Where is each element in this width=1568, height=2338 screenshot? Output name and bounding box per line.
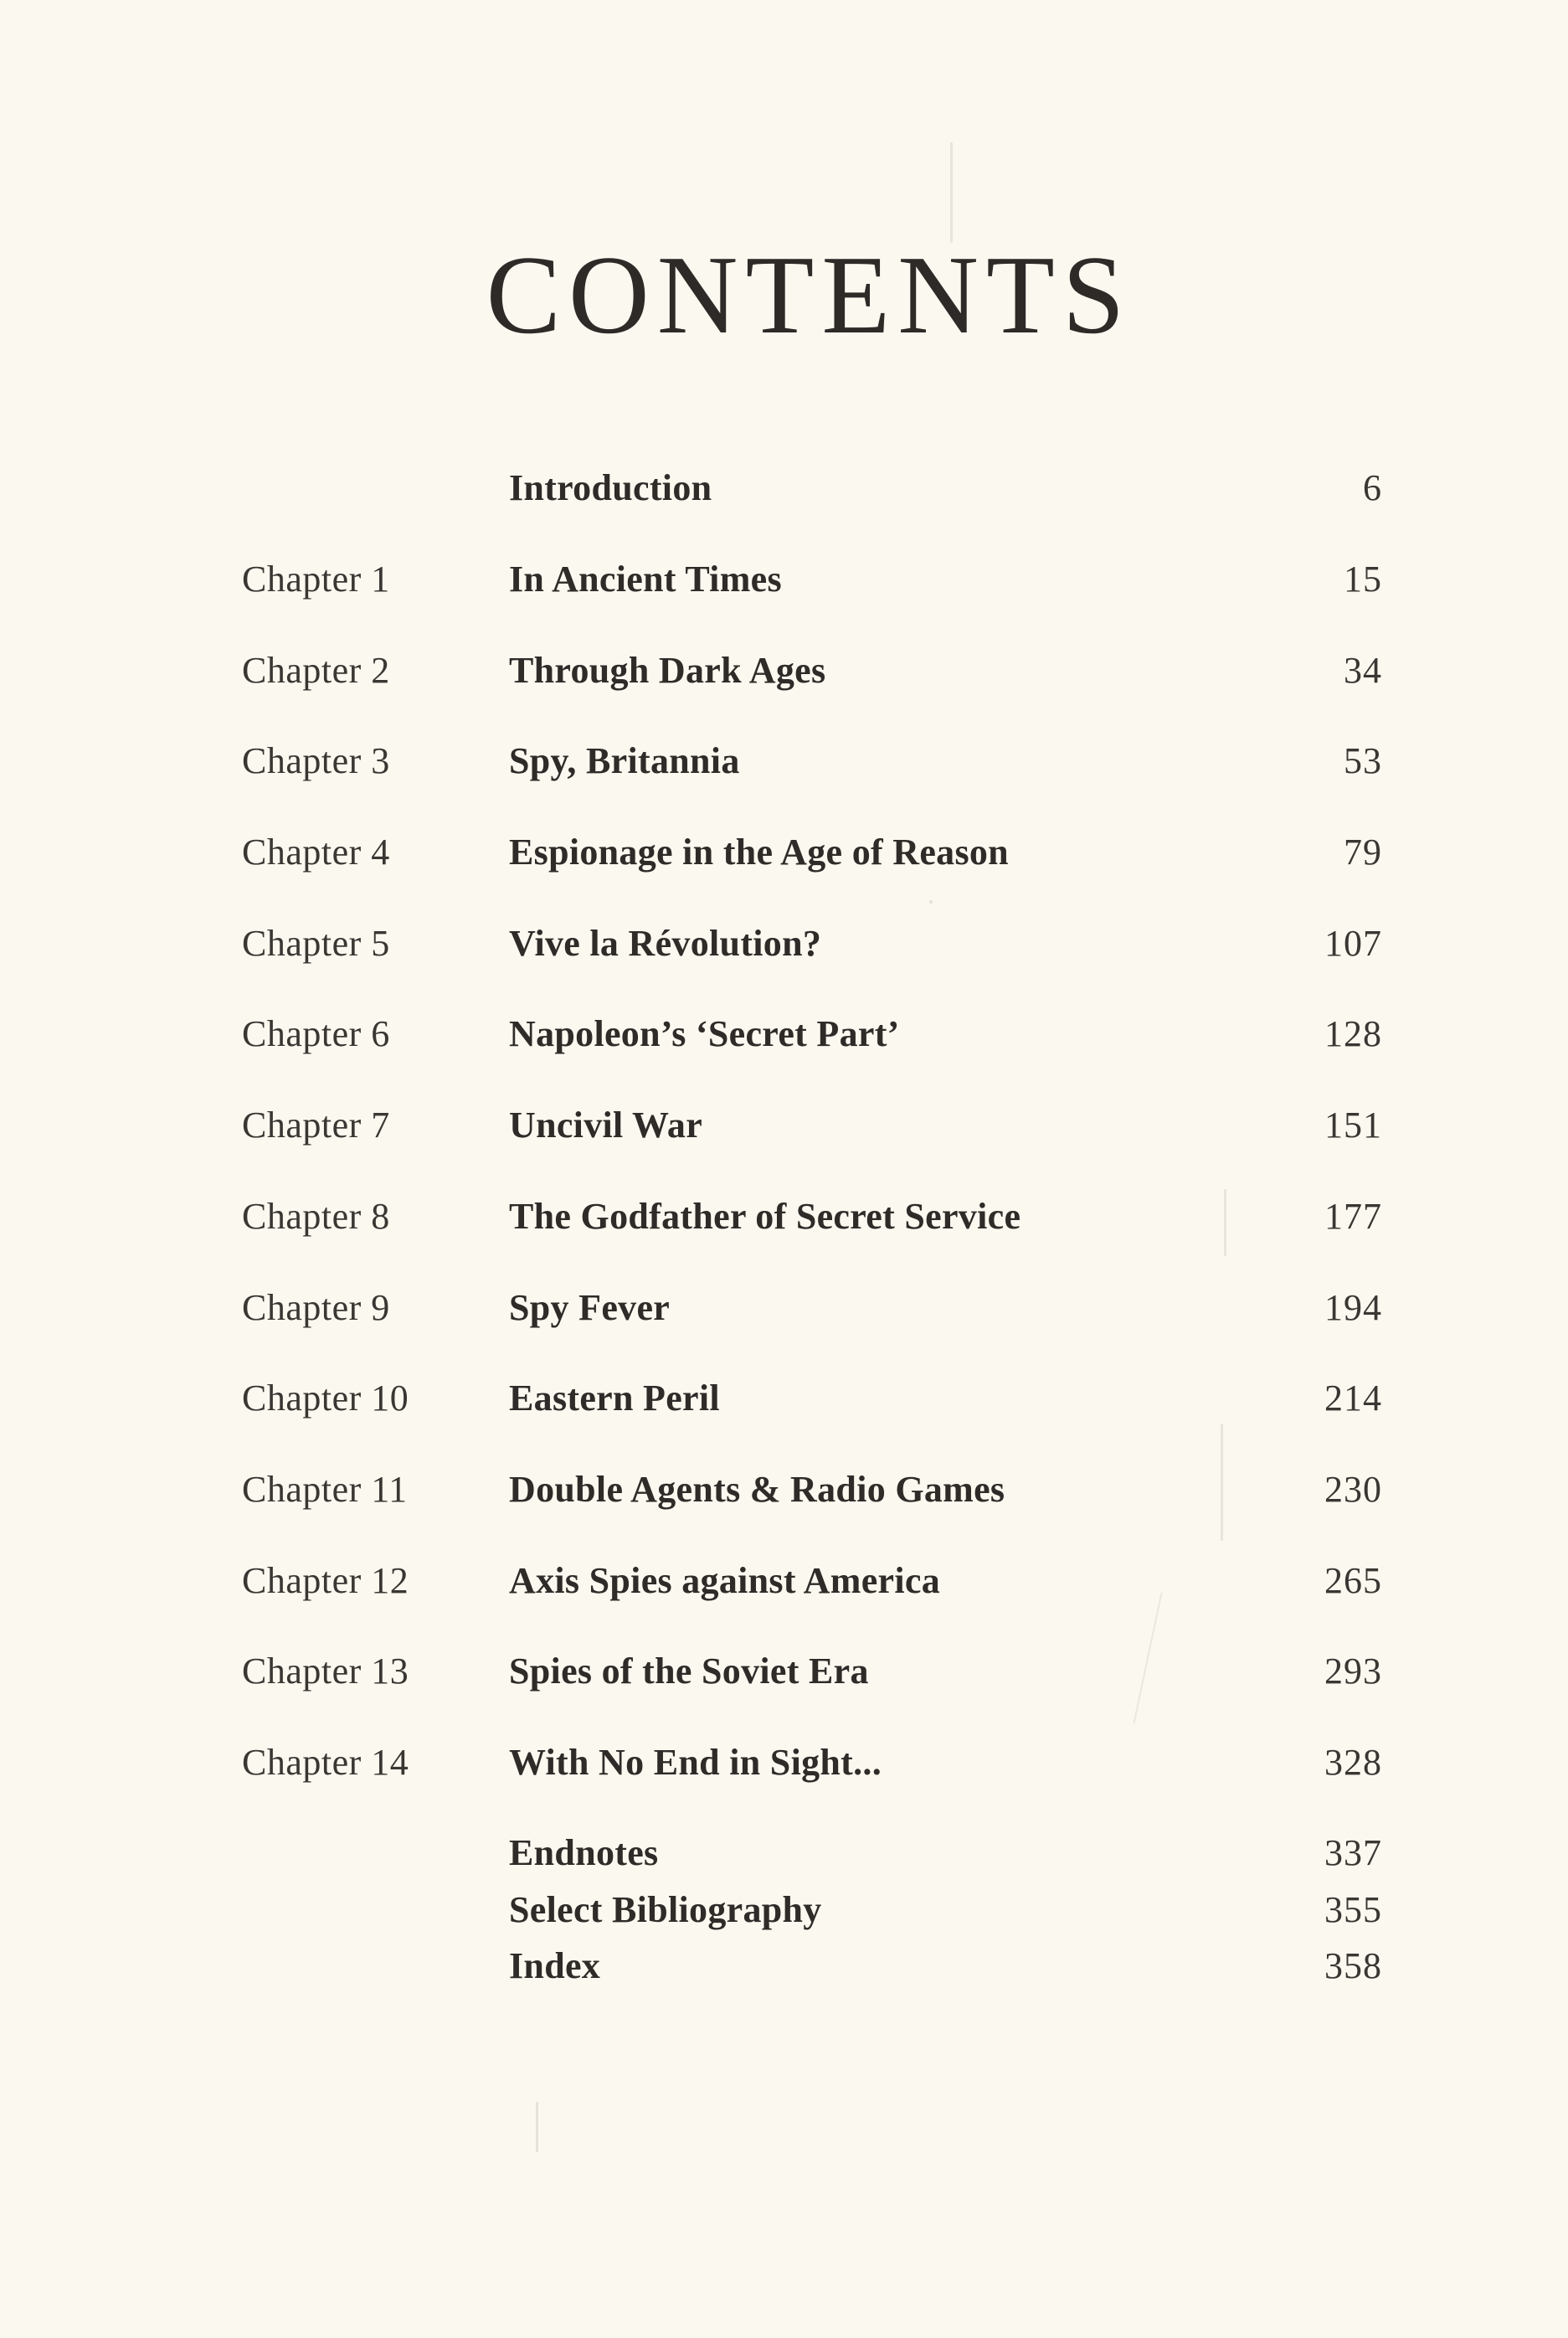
entry-page-number: 128 xyxy=(1324,1013,1382,1054)
toc-row[interactable] xyxy=(0,914,1568,973)
entry-title: Espionage in the Age of Reason xyxy=(509,832,1009,873)
entry-title: In Ancient Times xyxy=(509,559,782,600)
chapter-label: Chapter 10 xyxy=(242,1378,409,1419)
chapter-label: Chapter 12 xyxy=(242,1560,409,1601)
entry-title: The Godfather of Secret Service xyxy=(509,1196,1021,1237)
entry-title: Spy, Britannia xyxy=(509,740,740,781)
entry-title: Vive la Révolution? xyxy=(509,923,822,964)
chapter-label: Chapter 14 xyxy=(242,1742,409,1783)
entry-page-number: 355 xyxy=(1324,1889,1382,1930)
toc-row[interactable] xyxy=(0,459,1568,518)
chapter-label: Chapter 2 xyxy=(242,650,390,691)
entry-page-number: 79 xyxy=(1344,832,1382,873)
chapter-label: Chapter 7 xyxy=(242,1105,390,1146)
toc-row[interactable] xyxy=(0,823,1568,882)
entry-page-number: 107 xyxy=(1324,923,1382,964)
chapter-label: Chapter 11 xyxy=(242,1469,408,1510)
toc-row[interactable] xyxy=(0,1096,1568,1155)
entry-page-number: 230 xyxy=(1324,1469,1382,1510)
entry-page-number: 337 xyxy=(1324,1832,1382,1873)
chapter-label: Chapter 1 xyxy=(242,559,390,600)
entry-title: Introduction xyxy=(509,467,712,508)
toc-row[interactable] xyxy=(0,550,1568,609)
toc-row[interactable] xyxy=(0,641,1568,700)
paper-mark xyxy=(929,900,933,904)
back-matter-row[interactable] xyxy=(0,1881,1568,1939)
toc-row[interactable] xyxy=(0,1187,1568,1246)
toc-row[interactable] xyxy=(0,1005,1568,1063)
entry-title: With No End in Sight... xyxy=(509,1742,882,1783)
entry-title: Eastern Peril xyxy=(509,1378,720,1419)
entry-page-number: 151 xyxy=(1324,1105,1382,1146)
entry-page-number: 34 xyxy=(1344,650,1382,691)
toc-row[interactable] xyxy=(0,732,1568,790)
entry-title: Spy Fever xyxy=(509,1287,671,1328)
entry-page-number: 293 xyxy=(1324,1651,1382,1692)
paper-mark xyxy=(950,142,953,243)
entry-page-number: 177 xyxy=(1324,1196,1382,1237)
entry-title: Double Agents & Radio Games xyxy=(509,1469,1005,1510)
toc-row[interactable] xyxy=(0,1460,1568,1519)
chapter-label: Chapter 6 xyxy=(242,1013,390,1054)
toc-row[interactable] xyxy=(0,1369,1568,1428)
entry-title: Spies of the Soviet Era xyxy=(509,1651,869,1692)
entry-page-number: 358 xyxy=(1324,1945,1382,1986)
chapter-label: Chapter 13 xyxy=(242,1651,409,1692)
entry-page-number: 265 xyxy=(1324,1560,1382,1601)
entry-title: Index xyxy=(509,1945,601,1986)
back-matter-row[interactable] xyxy=(0,1937,1568,1996)
entry-title: Uncivil War xyxy=(509,1105,703,1146)
toc-row[interactable] xyxy=(0,1733,1568,1792)
toc-row[interactable] xyxy=(0,1279,1568,1337)
entry-page-number: 328 xyxy=(1324,1742,1382,1783)
paper-mark xyxy=(1221,1424,1223,1541)
entry-title: Select Bibliography xyxy=(509,1889,822,1930)
paper-mark xyxy=(536,2102,538,2152)
entry-title: Endnotes xyxy=(509,1832,659,1873)
entry-title: Through Dark Ages xyxy=(509,650,826,691)
paper-mark xyxy=(1224,1189,1226,1256)
entry-page-number: 194 xyxy=(1324,1287,1382,1328)
entry-page-number: 214 xyxy=(1324,1378,1382,1419)
entry-title: Napoleon’s ‘Secret Part’ xyxy=(509,1013,900,1054)
entry-title: Axis Spies against America xyxy=(509,1560,941,1601)
chapter-label: Chapter 5 xyxy=(242,923,390,964)
page-title: CONTENTS xyxy=(486,233,1133,357)
chapter-label: Chapter 3 xyxy=(242,740,390,781)
back-matter-row[interactable] xyxy=(0,1824,1568,1882)
entry-page-number: 6 xyxy=(1363,467,1382,508)
chapter-label: Chapter 8 xyxy=(242,1196,390,1237)
toc-row[interactable] xyxy=(0,1552,1568,1610)
entry-page-number: 53 xyxy=(1344,740,1382,781)
entry-page-number: 15 xyxy=(1344,559,1382,600)
toc-row[interactable] xyxy=(0,1642,1568,1701)
chapter-label: Chapter 9 xyxy=(242,1287,390,1328)
chapter-label: Chapter 4 xyxy=(242,832,390,873)
